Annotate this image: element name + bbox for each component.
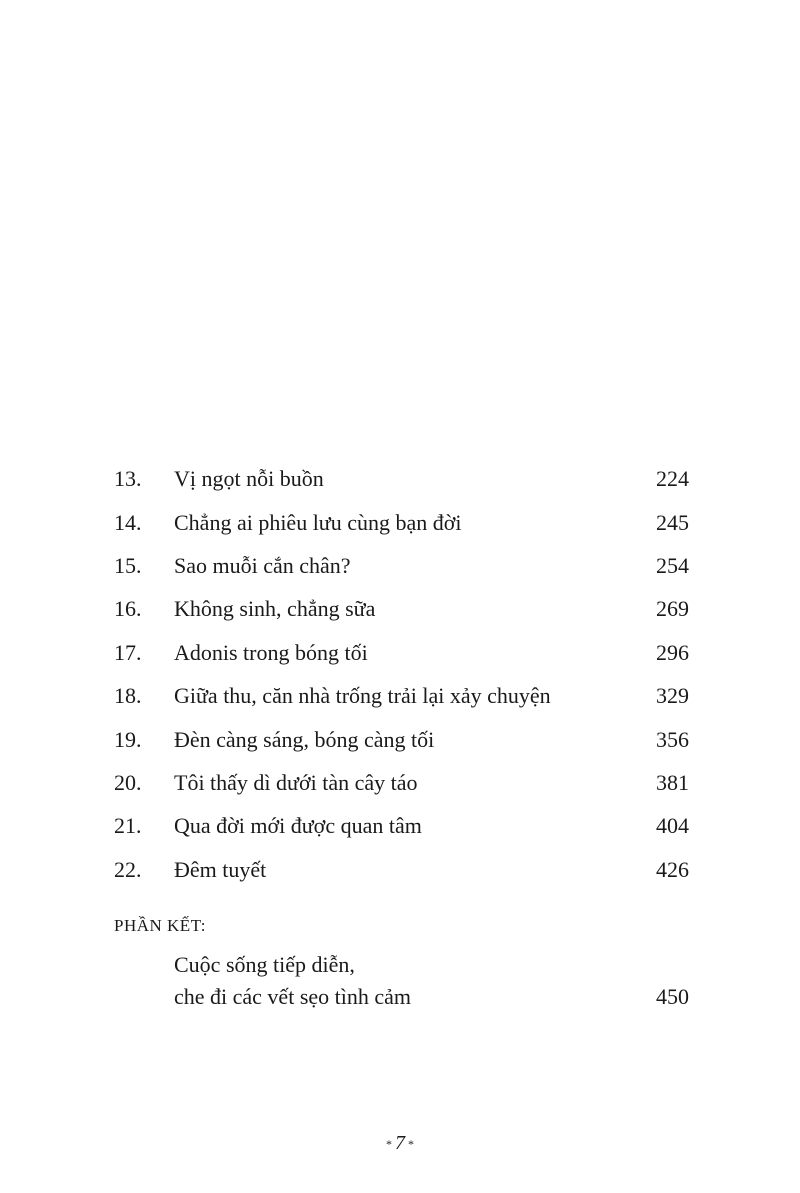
toc-entry (0, 768, 800, 798)
toc-entry-number: 19. (114, 727, 142, 752)
toc-entry-page: 329 (656, 683, 689, 708)
toc-entry-number: 22. (114, 857, 142, 882)
toc-entry-title: Vị ngọt nỗi buồn (174, 466, 324, 491)
toc-entry-number: 17. (114, 640, 142, 665)
toc-entry-number: 15. (114, 553, 142, 578)
folio-star-left-icon: * (386, 1137, 392, 1152)
toc-entry-page: 254 (656, 553, 689, 578)
page-folio (0, 1130, 800, 1157)
final-part-title-line-1: Cuộc sống tiếp diễn, (174, 952, 355, 977)
toc-entry-title: Không sinh, chẳng sữa (174, 596, 376, 621)
toc-entry (0, 811, 800, 841)
toc-entry-page: 245 (656, 510, 689, 535)
final-part-label: PHẦN KẾT: (114, 916, 206, 935)
toc-entry (0, 594, 800, 624)
toc-entry-title: Đêm tuyết (174, 857, 267, 882)
toc-entry-title: Adonis trong bóng tối (174, 640, 368, 665)
toc-entry (0, 855, 800, 885)
toc-entry-page: 296 (656, 640, 689, 665)
folio-page-number: 7 (395, 1132, 405, 1154)
toc-entry-number: 13. (114, 466, 142, 491)
toc-entry (0, 725, 800, 755)
toc-entry-page: 426 (656, 857, 689, 882)
toc-entry-title: Giữa thu, căn nhà trống trải lại xảy chuyện (174, 683, 551, 708)
toc-entry-page: 381 (656, 770, 689, 795)
toc-entry (0, 464, 800, 494)
toc-entry-title: Chẳng ai phiêu lưu cùng bạn đời (174, 510, 462, 535)
toc-entry (0, 508, 800, 538)
toc-entry-number: 20. (114, 770, 142, 795)
toc-entry-title: Đèn càng sáng, bóng càng tối (174, 727, 435, 752)
toc-entry-title: Tôi thấy dì dưới tàn cây táo (174, 770, 418, 795)
toc-entry (0, 551, 800, 581)
toc-entry-page: 404 (656, 813, 689, 838)
toc-entry-title: Sao muỗi cắn chân? (174, 553, 351, 578)
toc-entry-number: 14. (114, 510, 142, 535)
toc-entry-page: 356 (656, 727, 689, 752)
toc-entry (0, 638, 800, 668)
toc-entry-page: 224 (656, 466, 689, 491)
toc-entry-title: Qua đời mới được quan tâm (174, 813, 422, 838)
folio-star-right-icon: * (408, 1137, 414, 1152)
toc-entry-number: 18. (114, 683, 142, 708)
toc-entry-number: 21. (114, 813, 142, 838)
toc-entry-number: 16. (114, 596, 142, 621)
toc-entry-page: 269 (656, 596, 689, 621)
final-part-page: 450 (656, 984, 689, 1009)
final-part-title-line-2: che đi các vết sẹo tình cảm (174, 984, 412, 1009)
toc-entry (0, 681, 800, 711)
